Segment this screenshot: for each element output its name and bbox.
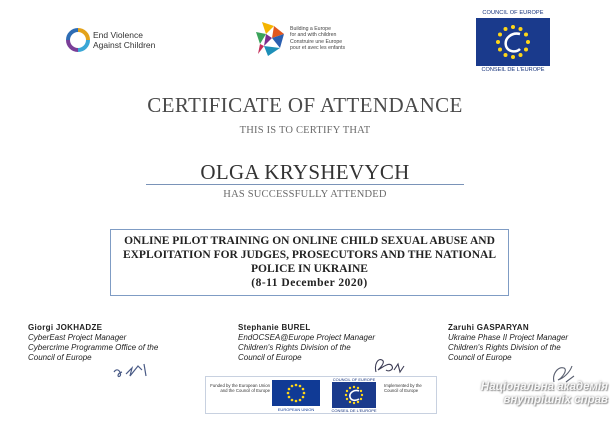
academy-watermark: Національна академія внутрішніх справ: [480, 381, 608, 406]
implemented-by-text: Implemented by the Council of Europe: [384, 383, 422, 393]
training-title: ONLINE PILOT TRAINING ON ONLINE CHILD SEXUAL ABUSE AND EXPLOITATION FOR JUDGES, PROSECUTORS AND THE NATIONAL POLICE IN UKRAINE: [122, 235, 497, 275]
signatory-role: Council of Europe: [448, 353, 512, 362]
recipient-name: OLGA KRYSHEVYCH: [200, 160, 410, 184]
funded-by-text: Funded by the European Union and the Council of Europe: [210, 383, 270, 393]
signatory-role: CyberEast Project Manager: [28, 333, 127, 342]
signatory-gasparyan: [448, 323, 608, 363]
signature-jokhadze: [112, 360, 160, 380]
training-box: [110, 229, 509, 296]
recipient-underline: [146, 184, 464, 185]
building-europe-logo: [252, 20, 372, 60]
signatory-name: Zaruhi GASPARYAN: [448, 323, 529, 332]
signature-burel: [372, 354, 406, 378]
eu-flag-icon: [272, 380, 320, 406]
signatory-role: Children's Rights Division of the: [238, 343, 351, 352]
training-dates: (8-11 December 2020): [251, 277, 368, 289]
coe-flag-icon: [476, 18, 550, 66]
certify-line: THIS IS TO CERTIFY THAT: [239, 125, 371, 136]
signatory-role: EndOCSEA@Europe Project Manager: [238, 333, 376, 342]
eu-label: EUROPEAN UNION: [277, 407, 315, 412]
coe-logo-top-text: COUNCIL OF EUROPE: [482, 10, 544, 16]
funding-footer: [205, 376, 437, 414]
signatory-jokhadze: [28, 323, 198, 363]
signatory-role: Children's Rights Division of the: [448, 343, 561, 352]
end-violence-logo: [66, 28, 176, 54]
coe-small-bottom-text: CONSEIL DE L'EUROPE: [331, 408, 377, 413]
building-europe-logo-text: Building a Europe for and with children Construire une Europe pour et avec les enfants: [290, 26, 346, 52]
signatory-role: Council of Europe: [238, 353, 302, 362]
building-europe-logo-icon: [252, 20, 288, 58]
certificate-title: CERTIFICATE OF ATTENDANCE: [147, 93, 463, 117]
coe-small-top-text: COUNCIL OF EUROPE: [332, 377, 376, 382]
end-violence-logo-text: End Violence Against Children: [93, 30, 156, 50]
signatory-name: Giorgi JOKHADZE: [28, 323, 103, 332]
signatory-role: Cybercrime Programme Office of the: [28, 343, 159, 352]
signatory-role: Council of Europe: [28, 353, 92, 362]
council-of-europe-logo: [472, 10, 554, 74]
signatory-role: Ukraine Phase II Project Manager: [448, 333, 569, 342]
end-violence-logo-icon: [66, 28, 90, 52]
signatory-name: Stephanie BUREL: [238, 323, 311, 332]
coe-small-flag-icon: [332, 382, 376, 408]
attended-line: HAS SUCCESSFULLY ATTENDED: [223, 189, 387, 200]
coe-logo-bottom-text: CONSEIL DE L'EUROPE: [481, 67, 545, 73]
